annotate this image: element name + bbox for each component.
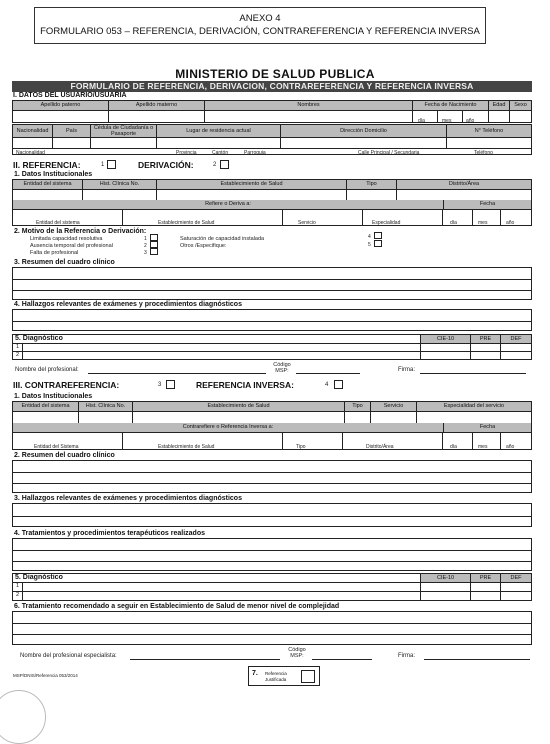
derivacion-number: 2: [213, 162, 217, 168]
tratamiento-recomendado-field[interactable]: [12, 611, 532, 645]
contra-col-pre: PRE: [471, 574, 501, 582]
contra-resumen-title: 2. Resumen del cuadro clínico: [14, 452, 115, 459]
motivo-4-label: Saturación de capacidad instalada: [180, 236, 265, 242]
contra-pre-field[interactable]: [471, 582, 501, 600]
contra-col-establecimiento: Establecimiento de Salud: [133, 402, 345, 411]
contrareferencia-number: 3: [158, 382, 162, 388]
derivacion-checkbox[interactable]: [220, 160, 229, 169]
col-telefono: N° Teléfono: [447, 125, 531, 137]
derivacion-label: DERIVACIÓN:: [138, 160, 194, 170]
col-pre: PRE: [471, 335, 501, 343]
birth-day-field[interactable]: [413, 110, 438, 122]
contra-hist-field[interactable]: [79, 411, 133, 423]
footer-form-code: MSP/DNIS/Referencia 053/2014: [13, 673, 78, 678]
sub-dia: día: [450, 220, 457, 226]
contra-col-tipo: Tipo: [345, 402, 371, 411]
contra-col-servicio: Servicio: [371, 402, 417, 411]
contra-col-especialidad: Especialidad del servicio: [417, 402, 531, 411]
contra-sub-distrito: Distrito/Área: [366, 444, 394, 450]
referencia-number: 1: [101, 162, 105, 168]
tratamientos-title: 4. Tratamientos y procedimientos terapéuticos realizados: [14, 530, 206, 537]
col-apellido-paterno: Apellido paterno: [13, 101, 109, 110]
resumen-title: 3. Resumen del cuadro clínico: [14, 259, 115, 266]
contra-datos-title: 1. Datos Institucionales: [14, 393, 93, 400]
motivo-4-checkbox[interactable]: [374, 232, 382, 239]
firma-line[interactable]: [420, 373, 526, 374]
contra-codigo-line[interactable]: [312, 659, 372, 660]
datos-institucionales-title: 1. Datos Institucionales: [14, 171, 93, 178]
diag-row-2-num: 2: [13, 351, 23, 359]
contra-resumen-field[interactable]: [12, 460, 532, 493]
motivo-2-checkbox[interactable]: [150, 241, 158, 248]
referencia-justificada-checkbox[interactable]: [301, 670, 315, 683]
form-banner: FORMULARIO DE REFERENCIA, DERIVACION, CONTRAREFERENCIA Y REFERENCIA INVERSA: [12, 81, 532, 92]
pais-field[interactable]: [53, 137, 91, 148]
establecimiento-field[interactable]: [157, 189, 347, 200]
motivo-1-checkbox[interactable]: [150, 234, 158, 241]
firma-label: Firma:: [398, 367, 415, 373]
sub-establecimiento: Establecimiento de Salud: [158, 220, 215, 226]
contra-codigo-label: Código MSP:: [288, 647, 306, 659]
annex-header: [34, 7, 486, 44]
especialista-line[interactable]: [130, 659, 280, 660]
contra-sub-tipo: Tipo: [296, 444, 306, 450]
motivo-5-label: Otros /Especifique:: [180, 243, 227, 249]
profesional-label: Nombre del profesional:: [15, 367, 79, 373]
sub-parroquia: Parroquia: [244, 150, 266, 156]
referencia-inversa-checkbox[interactable]: [334, 380, 343, 389]
col-residencia: Lugar de residencia actual: [157, 125, 281, 137]
col-establecimiento: Establecimiento de Salud: [157, 180, 347, 189]
motivo-3-num: 3: [144, 250, 147, 256]
tratamientos-field[interactable]: [12, 538, 532, 571]
sub-mes: mes: [478, 220, 488, 226]
section1-title: I. DATOS DEL USUARIO/USUARIA: [13, 92, 127, 99]
institutional-data-table: [12, 179, 532, 226]
contra-diagnostico-title: 5. Diagnóstico: [13, 574, 421, 582]
diagnostico-title: 5. Diagnóstico: [13, 335, 421, 343]
resumen-field[interactable]: [12, 267, 532, 300]
col-nombres: Nombres: [205, 101, 413, 110]
box-text: Referencia Justificada: [265, 671, 287, 682]
especialista-label: Nombre del profesional especialista:: [20, 653, 117, 659]
cedula-field[interactable]: [91, 137, 157, 148]
contra-col-cie10: CIE-10: [421, 574, 471, 582]
birth-month-label: mes: [442, 118, 452, 124]
cie10-field[interactable]: [421, 343, 471, 359]
patient-name-row: [12, 100, 532, 123]
motivo-2-label: Ausencia temporal del profesional: [30, 243, 113, 249]
motivo-5-num: 5: [368, 242, 371, 248]
birth-year-label: año: [466, 118, 475, 124]
col-fecha-nacimiento: Fecha de Nacimiento: [413, 101, 489, 110]
sub-entidad: Entidad del sistema: [36, 220, 80, 226]
col-edad: Edad: [489, 101, 510, 110]
contra-sub-entidad: Entidad del Sistema: [34, 444, 79, 450]
contra-diagnostico-field[interactable]: [23, 582, 421, 600]
col-nacionalidad: Nacionalidad: [13, 125, 53, 137]
entidad-field[interactable]: [13, 189, 83, 200]
referencia-inversa-label: REFERENCIA INVERSA:: [196, 380, 294, 390]
annex-title: ANEXO 4: [239, 13, 281, 24]
pre-field[interactable]: [471, 343, 501, 359]
edad-field[interactable]: [489, 110, 510, 122]
hallazgos-title: 4. Hallazgos relevantes de exámenes y procedimientos diagnósticos: [14, 301, 242, 308]
direccion-field[interactable]: [281, 137, 447, 148]
contra-a-dia-field[interactable]: [443, 432, 473, 449]
contrareferencia-checkbox[interactable]: [166, 380, 175, 389]
sub-telefono: Teléfono: [474, 150, 493, 156]
birth-day-label: día: [418, 118, 425, 124]
contra-firma-label: Firma:: [398, 653, 415, 659]
contra-a-tipo-field[interactable]: [283, 432, 343, 449]
contra-servicio-field[interactable]: [371, 411, 417, 423]
refiere-dia-field[interactable]: [443, 209, 473, 225]
motivo-4-num: 4: [368, 234, 371, 240]
contra-col-def: DEF: [501, 574, 531, 582]
patient-address-row: [12, 124, 532, 155]
contra-establecimiento-field[interactable]: [133, 411, 345, 423]
col-hist-clinica: Hist. Clínica No.: [83, 180, 157, 189]
motivo-3-checkbox[interactable]: [150, 248, 158, 255]
col-distrito: Distrito/Área: [397, 180, 531, 189]
referencia-justificada-box: [248, 666, 320, 686]
col-def: DEF: [501, 335, 531, 343]
contra-sub-anio: año: [506, 444, 515, 450]
contra-a-label: Contrarefiere o Referencia Inversa a:: [13, 423, 443, 432]
contra-hallazgos-field[interactable]: [12, 503, 532, 527]
contra-sub-dia: día: [450, 444, 457, 450]
contra-col-hist: Hist. Clínica No.: [79, 402, 133, 411]
sub-provincia: Provincia: [176, 150, 197, 156]
motivo-2-num: 2: [144, 243, 147, 249]
motivo-title: 2. Motivo de la Referencia o Derivación:: [14, 228, 147, 235]
tratamiento-recomendado-title: 6. Tratamiento recomendado a seguir en Establecimiento de Salud de menor nivel de complejidad: [14, 603, 340, 610]
sub-especialidad: Especialidad: [372, 220, 401, 226]
sub-nacionalidad: Nacionalidad: [16, 150, 45, 156]
contra-hallazgos-title: 3. Hallazgos relevantes de exámenes y procedimientos diagnósticos: [14, 495, 242, 502]
codigo-label: Código MSP:: [273, 362, 291, 374]
col-apellido-materno: Apellido materno: [109, 101, 205, 110]
motivo-3-label: Falta de profesional: [30, 250, 79, 256]
contra-institutional-table: [12, 401, 532, 450]
contra-tipo-field[interactable]: [345, 411, 371, 423]
contra-diag-row-1-num: 1: [13, 582, 23, 591]
contra-fecha-label: Fecha: [443, 423, 531, 432]
referencia-inversa-number: 4: [325, 382, 329, 388]
contra-cie10-field[interactable]: [421, 582, 471, 600]
annex-subtitle: FORMULARIO 053 – REFERENCIA, DERIVACIÓN, CONTRAREFERENCIA Y REFERENCIA INVERSA: [40, 26, 480, 37]
diag-row-1-num: 1: [13, 343, 23, 351]
box-number: 7.: [252, 670, 258, 677]
contra-col-entidad: Entidad del sistema: [13, 402, 79, 411]
residencia-field[interactable]: [157, 137, 281, 148]
contrareferencia-label: III. CONTRAREFERENCIA:: [13, 380, 120, 390]
sub-canton: Cantón: [212, 150, 229, 156]
fecha-label: Fecha: [443, 200, 531, 209]
col-cedula: Cédula de Ciudadanía o Pasaporte: [91, 125, 157, 137]
col-tipo: Tipo: [347, 180, 397, 189]
contra-sub-mes: mes: [478, 444, 488, 450]
apellido-materno-field[interactable]: [109, 110, 205, 122]
sub-servicio: Servicio: [298, 220, 316, 226]
referencia-checkbox[interactable]: [107, 160, 116, 169]
col-cie10: CIE-10: [421, 335, 471, 343]
motivo-1-label: Limitada capacidad resolutiva: [30, 236, 103, 242]
nombres-field[interactable]: [205, 110, 413, 122]
contra-firma-line[interactable]: [424, 659, 530, 660]
tipo-field[interactable]: [347, 189, 397, 200]
referencia-label: II. REFERENCIA:: [13, 160, 81, 170]
refiere-servicio-field[interactable]: [283, 209, 363, 225]
refiere-label: Refiere o Deriva a:: [13, 200, 443, 209]
profesional-line[interactable]: [88, 373, 266, 374]
nacionalidad-field[interactable]: [13, 137, 53, 148]
codigo-line[interactable]: [296, 373, 360, 374]
apellido-paterno-field[interactable]: [13, 110, 109, 122]
contra-entidad-field[interactable]: [13, 411, 79, 423]
motivo-5-checkbox[interactable]: [374, 240, 382, 247]
col-entidad: Entidad del sistema: [13, 180, 83, 189]
sub-anio: año: [506, 220, 515, 226]
hist-clinica-field[interactable]: [83, 189, 157, 200]
diagnostico-field[interactable]: [23, 343, 421, 359]
sub-calle: Calle Principal / Secundaria: [358, 150, 420, 156]
ministry-title: MINISTERIO DE SALUD PUBLICA: [175, 67, 375, 81]
motivo-1-num: 1: [144, 236, 147, 242]
stamp-icon: [0, 690, 46, 744]
contra-sub-establecimiento: Establecimiento de Salud: [158, 444, 215, 450]
col-direccion: Dirección Domicilio: [281, 125, 447, 137]
col-sexo: Sexo: [510, 101, 531, 110]
hallazgos-field[interactable]: [12, 309, 532, 331]
col-pais: País: [53, 125, 91, 137]
contra-diag-row-2-num: 2: [13, 591, 23, 600]
diagnostico-table: [12, 334, 532, 360]
contra-diagnostico-table: [12, 573, 532, 601]
